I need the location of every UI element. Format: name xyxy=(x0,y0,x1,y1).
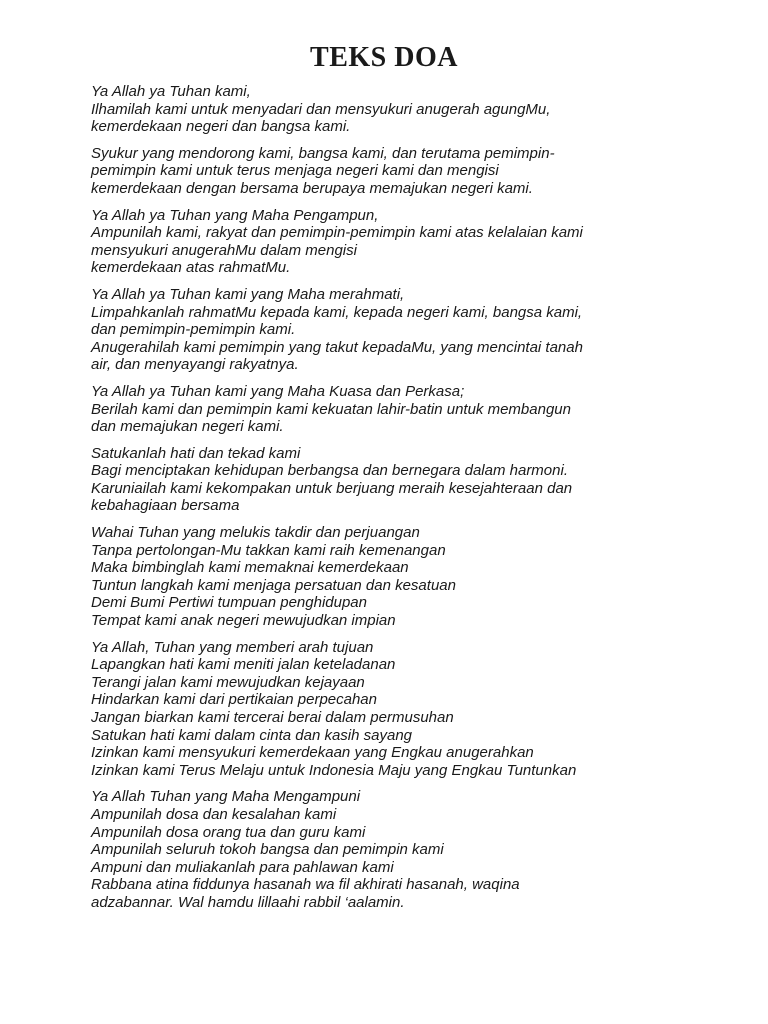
prayer-paragraph xyxy=(91,639,691,780)
prayer-line: Ilhamilah kami untuk menyadari dan mensyukuri anugerah agungMu, xyxy=(91,100,551,118)
prayer-line: kemerdekaan negeri dan bangsa kami. xyxy=(91,118,351,136)
prayer-line: Satukanlah hati dan tekad kami xyxy=(91,444,301,462)
prayer-paragraph xyxy=(91,286,691,374)
prayer-line: Syukur yang mendorong kami, bangsa kami, dan terutama pemimpin- xyxy=(91,144,555,162)
prayer-paragraph xyxy=(91,207,691,277)
prayer-line: Bagi menciptakan kehidupan berbangsa dan bernegara dalam harmoni. xyxy=(91,462,568,480)
prayer-line: Jangan biarkan kami tercerai berai dalam permusuhan xyxy=(91,709,454,726)
prayer-line: Satukan hati kami dalam cinta dan kasih sayang xyxy=(91,726,413,744)
prayer-line: Terangi jalan kami mewujudkan kejayaan xyxy=(91,673,365,691)
prayer-line: Limpahkanlah rahmatMu kepada kami, kepada negeri kami, bangsa kami, xyxy=(91,303,583,321)
prayer-line: adzabannar. Wal hamdu lillaahi rabbil ‘aalamin. xyxy=(91,893,405,911)
prayer-line: Ya Allah ya Tuhan yang Maha Pengampun, xyxy=(91,206,379,224)
prayer-line: Ampunilah kami, rakyat dan pemimpin-pemimpin kami atas kelalaian kami xyxy=(91,224,583,242)
prayer-paragraph xyxy=(91,788,691,911)
prayer-line: Ya Allah ya Tuhan kami yang Maha Kuasa dan Perkasa; xyxy=(91,382,465,400)
prayer-line: kemerdekaan dengan bersama berupaya memajukan negeri kami. xyxy=(91,179,533,197)
prayer-line: Lapangkan hati kami meniti jalan keteladanan xyxy=(91,656,396,674)
prayer-line: Ya Allah, Tuhan yang memberi arah tujuan xyxy=(91,638,374,656)
prayer-paragraph xyxy=(91,383,691,436)
prayer-paragraph xyxy=(91,145,691,198)
prayer-line: Wahai Tuhan yang melukis takdir dan perjuangan xyxy=(91,524,420,542)
prayer-line: Izinkan kami Terus Melaju untuk Indonesia Maju yang Engkau Tuntunkan xyxy=(91,761,577,779)
prayer-line: Anugerahilah kami pemimpin yang takut kepadaMu, yang mencintai tanah xyxy=(91,338,583,356)
prayer-line: air, dan menyayangi rakyatnya. xyxy=(91,356,299,374)
prayer-line: Karuniailah kami kekompakan untuk berjuang meraih kesejahteraan dan xyxy=(91,479,573,497)
prayer-line: Tuntun langkah kami menjaga persatuan dan kesatuan xyxy=(91,576,456,594)
prayer-line: Ampunilah seluruh tokoh bangsa dan pemimpin kami xyxy=(91,841,444,859)
prayer-line: Berilah kami dan pemimpin kami kekuatan lahir-batin untuk membangun xyxy=(91,400,571,418)
prayer-line: kemerdekaan atas rahmatMu. xyxy=(91,259,291,277)
prayer-line: Rabbana atina fiddunya hasanah wa fil akhirati hasanah, waqina xyxy=(91,876,520,894)
document-title: TEKS DOA xyxy=(310,42,458,73)
prayer-line: Demi Bumi Pertiwi tumpuan penghidupan xyxy=(91,594,367,612)
prayer-paragraph xyxy=(91,445,691,515)
prayer-line: Ampunilah dosa dan kesalahan kami xyxy=(91,805,337,823)
prayer-line: Ya Allah ya Tuhan kami yang Maha merahmati, xyxy=(91,285,405,303)
prayer-line: Ya Allah ya Tuhan kami, xyxy=(91,83,251,100)
prayer-line: mensyukuri anugerahMu dalam mengisi xyxy=(91,241,357,259)
prayer-line: kebahagiaan bersama xyxy=(91,497,240,515)
prayer-paragraph xyxy=(91,524,691,630)
prayer-line: Ya Allah Tuhan yang Maha Mengampuni xyxy=(91,788,361,806)
prayer-line: Izinkan kami mensyukuri kemerdekaan yang Engkau anugerahkan xyxy=(91,744,534,762)
prayer-line: pemimpin kami untuk terus menjaga negeri kami dan mengisi xyxy=(91,162,499,180)
prayer-line: Ampuni dan muliakanlah para pahlawan kami xyxy=(91,858,394,876)
prayer-line: Hindarkan kami dari pertikaian perpecahan xyxy=(91,691,377,709)
prayer-line: Ampunilah dosa orang tua dan guru kami xyxy=(91,823,366,841)
prayer-line: Tanpa pertolongan-Mu takkan kami raih kemenangan xyxy=(91,541,446,559)
prayer-paragraph xyxy=(91,83,691,136)
prayer-line: Maka bimbinglah kami memaknai kemerdekaan xyxy=(91,559,409,577)
prayer-line: dan memajukan negeri kami. xyxy=(91,418,284,436)
prayer-line: Tempat kami anak negeri mewujudkan impian xyxy=(91,612,396,630)
prayer-line: dan pemimpin-pemimpin kami. xyxy=(91,321,296,339)
prayer-text xyxy=(91,83,691,921)
